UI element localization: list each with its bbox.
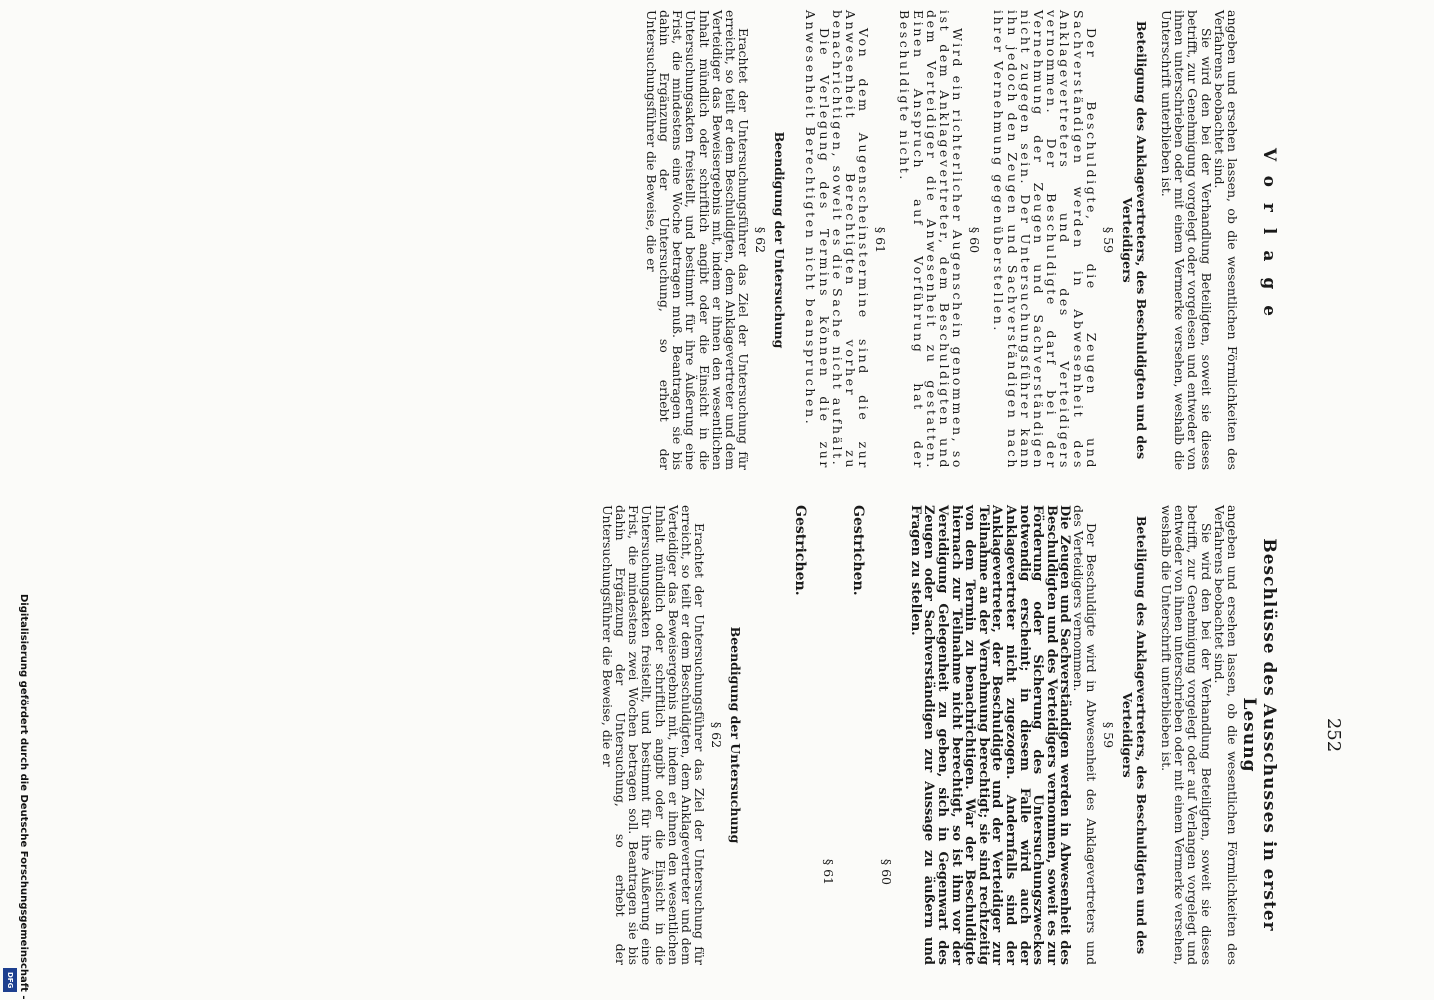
left-s62-text: Erachtet der Untersuchungsführer das Ziel der Untersuchung für erreicht, so teilt er dem Beschuldigten, dem Anklagevertreter und dem Verteidiger das Beweisergebnis mit, indem er ihnen den wesentlichen Inhalt mündlich oder schriftlich angibt oder die Einsicht in die Untersuchungsakten freistellt, und bestimmt für ihre Äußerung eine Frist, die mindestens eine Woche betragen muß. Beantragen sie bis dahin Ergänzung der Untersuchung, so erhebt der Untersuchungsführer die Beweise, die er <box>643 10 752 470</box>
page-number: 252 <box>1323 717 1344 753</box>
left-s61-text-2: Die Verlegung des Termins können die zur Anwesenheit Berechtigten nicht beanspruchen. <box>803 10 832 470</box>
right-s60-struck: Gestrichen. <box>850 505 867 596</box>
left-column-header: Vorlage <box>1259 147 1279 333</box>
left-intro-2: Sie wird den bei der Verhandlung Beteiligten, soweit sie dieses betrifft, zur Genehmigung vorgelegt oder vorgelesen und entweder von ihnen unterschrieben oder mit einem Vermerke versehen, weshalb die Unterschrift unterblieben ist. <box>1158 10 1214 470</box>
right-s60-paragraph: § 60 <box>879 858 895 885</box>
left-s62-paragraph: § 62 <box>753 226 769 254</box>
right-s59-text-plain: Der Beschuldigte wird in Abwesenheit des Anklagevertreters und des Verteidigers vernommen. <box>1070 505 1099 965</box>
left-s59-text: Der Beschuldigte, die Zeugen und Sachverständigen werden in Abwesenheit des Anklagevertreters und des Verteidigers vernommen. Der Beschuldigte darf bei der Vernehmung der Zeugen und Sachverständigen nicht zugegen sein. Der Untersuchungsführer kann ihn jedoch den Zeugen und Sachverständigen nach ihrer Vernehmung gegenüberstellen. <box>991 10 1099 470</box>
digitization-credit <box>4 594 29 1000</box>
right-s61-struck: Gestrichen. <box>792 505 809 596</box>
right-intro-2: Sie wird den bei der Verhandlung Beteiligten, soweit sie dieses betrifft, zur Genehmigung vorgelegt oder auf Verlangen vorgelegt und entweder von ihnen unterschrieben oder mit einem Vermerke versehen, weshalb die Unterschrift unterblieben ist. <box>1158 505 1214 965</box>
right-column <box>0 505 1434 965</box>
right-column-body <box>601 505 1239 965</box>
digitization-credit-text: Digitalisierung gefördert durch die Deutsche Forschungsgemeinschaft - <box>18 594 29 1000</box>
right-column-header: Beschlüsse des Ausschusses in erster Lesung <box>1239 538 1279 932</box>
dfg-logo-icon <box>3 968 17 992</box>
right-s62-text: Erachtet der Untersuchungsführer das Ziel der Untersuchung für erreicht, so teilt er dem Beschuldigten, dem Anklagevertreter und dem Verteidiger das Beweisergebnis mit, indem er ihnen den wesentlichen Inhalt mündlich oder schriftlich angibt oder die Einsicht in die Untersuchungsakten freistellt, und bestimmt für ihre Äußerung eine Frist, die mindestens zwei Wochen betragen soll. Beantragen sie bis dahin Ergänzung der Untersuchung, so erhebt der Untersuchungsführer die Beweise, die er <box>599 505 708 965</box>
left-s61-text-1: Von dem Augenscheinstermine sind die zur Anwesenheit Berechtigten vorher zu benachrichtigen, soweit es die Sache nicht aufhält. <box>829 10 872 470</box>
dfg-logo-text: DFG <box>6 971 14 989</box>
right-s59-title: Beteiligung des Anklagevertreters, des Beschuldigten und des Verteidigers <box>1119 515 1149 955</box>
left-column <box>0 10 1434 470</box>
right-s61-paragraph: § 61 <box>821 858 837 885</box>
right-s59-text-bold: Die Zeugen und Sachverständigen werden in Abwesenheit des Beschuldigten und des Verteidigers vernommen, soweit es zur Förderung oder Sicherung des Untersuchungszweckes notwendig erscheint; in diesem Falle wird auch der Anklagevertreter nicht zugezogen. Andernfalls sind der Anklagevertreter, der Beschuldigte und der Verteidiger zur Teilnahme an der Vernehmung berechtigt; sie sind rechtzeitig von dem Termin zu benachrichtigen. War der Beschuldigte hiernach zur Teilnahme nicht berechtigt, so ist ihm vor der Vereidigung Gelegenheit zu geben, sich in Gegenwart des Zeugen oder Sachverständigen zur Aussage zu äußern und Fragen zu stellen. <box>907 505 1073 965</box>
left-s60-paragraph: § 60 <box>967 226 983 254</box>
right-s59-paragraph: § 59 <box>1100 721 1116 749</box>
left-s59-title: Beteiligung des Anklagevertreters, des Beschuldigten und des Verteidigers <box>1119 20 1149 460</box>
left-intro-1: angeben und ersehen lassen, ob die wesentlichen Förmlichkeiten des Verfahrens beobachtet sind. <box>1211 10 1240 470</box>
left-s60-text: Wird ein richterlicher Augenschein genommen, so ist dem Anklagevertreter, dem Beschuldigten und dem Verteidiger die Anwesenheit zu gestatten. Einen Anspruch auf Vorführung hat der Beschuldigte nicht. <box>897 10 966 470</box>
left-s59-paragraph: § 59 <box>1100 226 1116 254</box>
left-s61-paragraph: § 61 <box>873 226 889 254</box>
left-column-body <box>645 10 1240 470</box>
right-s62-title: Beendigung der Untersuchung <box>728 626 744 844</box>
right-intro-1: angeben und ersehen lassen, ob die wesentlichen Förmlichkeiten des Verfahrens beobachtet sind. <box>1211 505 1240 965</box>
right-s62-paragraph: § 62 <box>709 721 725 749</box>
right-s60-row <box>872 505 894 965</box>
left-s62-title: Beendigung der Untersuchung <box>772 131 788 349</box>
right-s61-row <box>814 505 836 965</box>
